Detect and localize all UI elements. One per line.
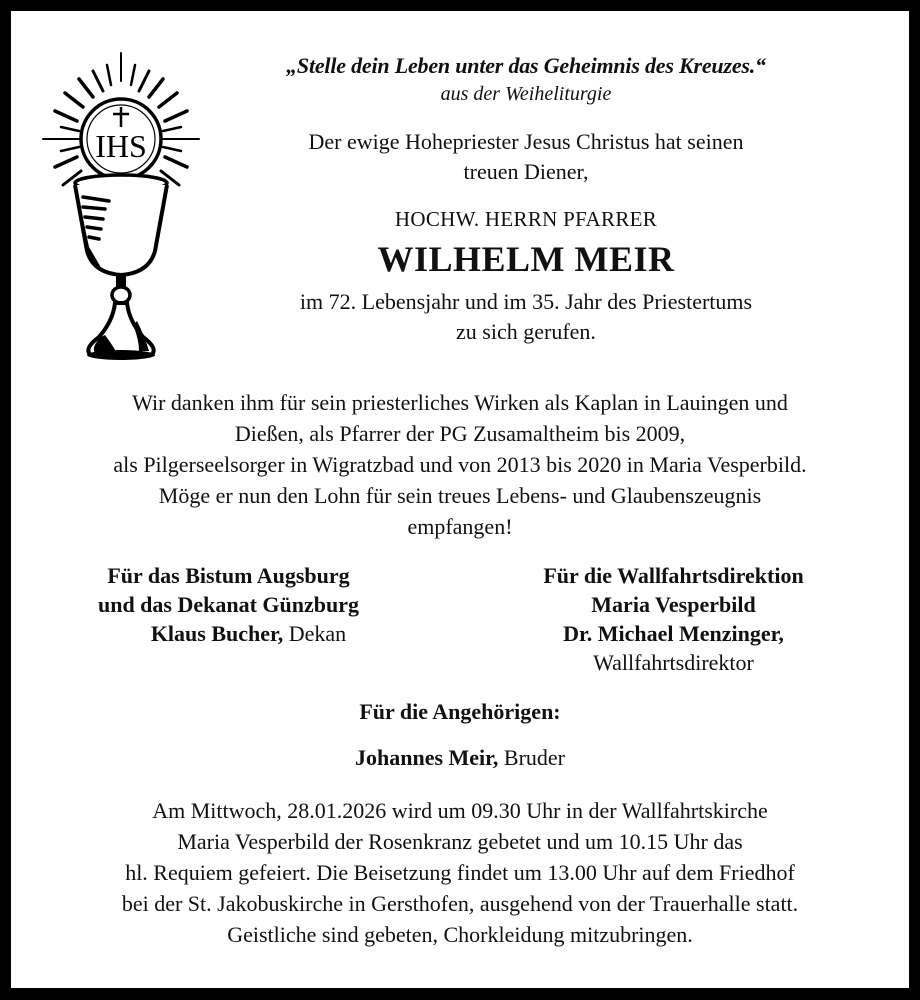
obituary-notice — [11, 11, 909, 988]
family-role: Bruder — [503, 745, 565, 770]
age-line: im 72. Lebensjahr und im 35. Jahr des Priestertums — [299, 289, 753, 314]
text-line: empfangen! — [407, 514, 513, 539]
clerical-title: HOCHW. HERRN PFARRER — [394, 207, 658, 231]
signature-org: Für das Bistum Augsburg — [107, 563, 350, 588]
family-signature — [11, 697, 909, 773]
family-heading: Für die Angehörigen: — [359, 699, 561, 724]
signature-org: Für die Wallfahrtsdirektion — [543, 563, 804, 588]
chalice-with-ihs-host-icon — [41, 51, 201, 361]
signature-diocese — [41, 561, 416, 648]
text-line: Geistliche sind gebeten, Chorkleidung mitzubringen. — [227, 922, 693, 947]
deceased-name: WILHELM MEIR — [377, 239, 675, 279]
svg-text:IHS: IHS — [95, 128, 147, 164]
quote: „Stelle dein Leben unter das Geheimnis des Kreuzes.“ — [286, 53, 766, 78]
signature-person: Klaus Bucher, — [150, 621, 284, 646]
signature-role: Wallfahrtsdirektor — [593, 650, 754, 675]
age-line: zu sich gerufen. — [456, 319, 596, 344]
signature-org: und das Dekanat Günzburg — [97, 592, 360, 617]
text-line: Am Mittwoch, 28.01.2026 wird um 09.30 Uhr in der Wallfahrtskirche — [152, 798, 768, 823]
header-block — [226, 51, 826, 347]
text-line: Wir danken ihm für sein priesterliches Wirken als Kaplan in Lauingen und — [132, 390, 788, 415]
quote-source: aus der Weiheliturgie — [440, 83, 612, 105]
signature-org: Maria Vesperbild — [591, 592, 756, 617]
signature-role: Dekan — [288, 621, 347, 646]
funeral-details — [11, 795, 909, 950]
text-line: Maria Vesperbild der Rosenkranz gebetet und um 10.15 Uhr das — [177, 829, 743, 854]
thanks-paragraph — [11, 387, 909, 542]
signature-person: Dr. Michael Menzinger, — [563, 621, 784, 646]
text-line: hl. Requiem gefeiert. Die Beisetzung findet um 13.00 Uhr auf dem Friedhof — [125, 860, 795, 885]
intro-text — [226, 127, 826, 187]
intro-line: Der ewige Hohepriester Jesus Christus hat seinen — [308, 129, 744, 154]
text-line: bei der St. Jakobuskirche in Gersthofen, ausgehend von der Trauerhalle statt. — [121, 891, 799, 916]
family-person: Johannes Meir, — [354, 745, 499, 770]
text-line: Möge er nun den Lohn für sein treues Lebens- und Glaubenszeugnis — [158, 483, 762, 508]
intro-line: treuen Diener, — [463, 159, 589, 184]
text-line: Dießen, als Pfarrer der PG Zusamaltheim bis 2009, — [234, 421, 686, 446]
text-line: als Pilgerseelsorger in Wigratzbad und von 2013 bis 2020 in Maria Vesperbild. — [113, 452, 807, 477]
age-text — [226, 287, 826, 347]
signature-person-line — [41, 619, 416, 648]
signature-pilgrimage — [476, 561, 871, 677]
family-person-line — [11, 743, 909, 773]
